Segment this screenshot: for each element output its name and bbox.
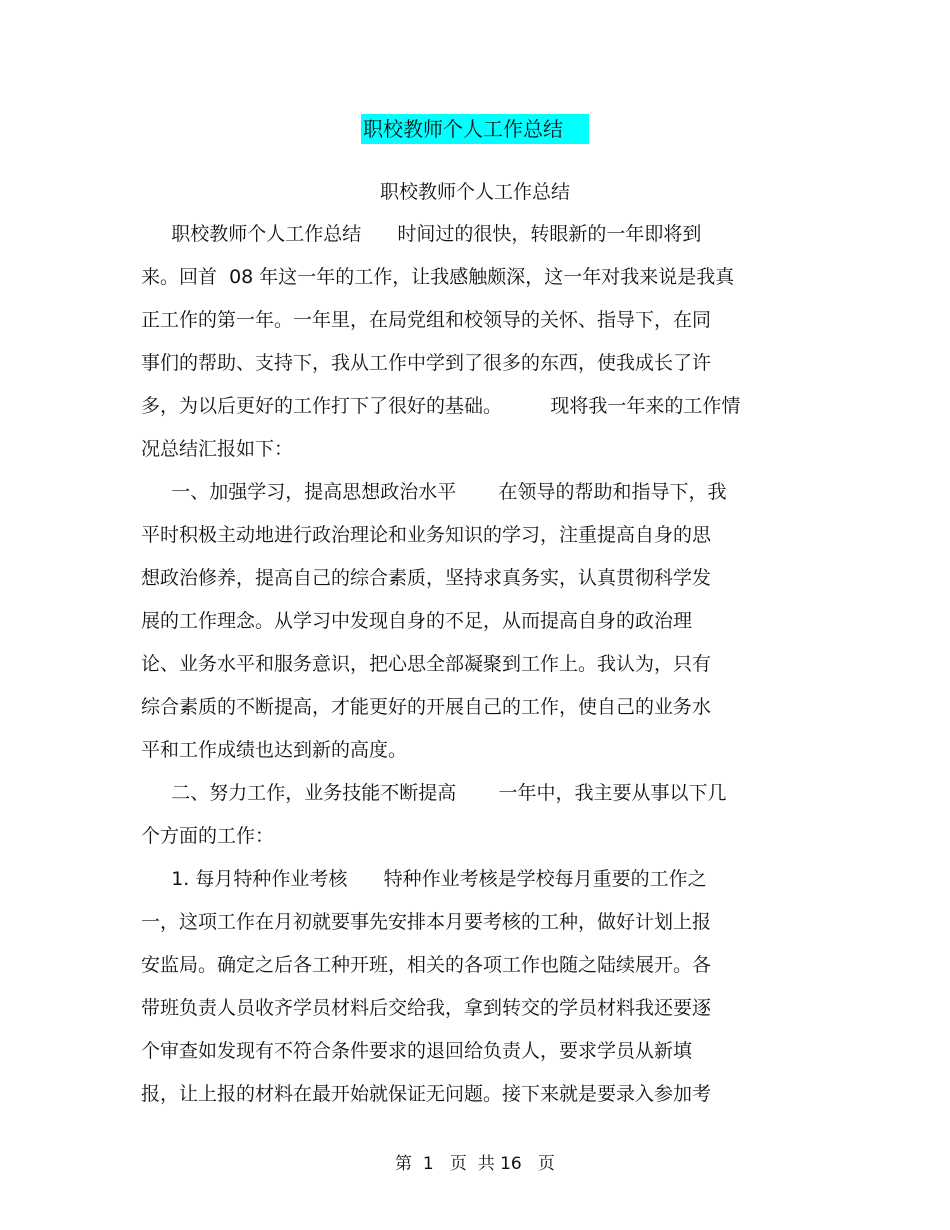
body-line: 来。回首 08 年这一年的工作，让我感触颇深，这一年对我来说是我真 (141, 266, 735, 288)
body-line: 论、业务水平和服务意识，把心思全部凝聚到工作上。我认为，只有 (141, 653, 712, 675)
body-line: 一，这项工作在月初就要事先安排本月要考核的工种，做好计划上报 (141, 911, 712, 933)
body-line: 展的工作理念。从学习中发现自身的不足，从而提高自身的政治理 (141, 610, 693, 632)
document-title: 职校教师个人工作总结 (361, 114, 589, 144)
body-line: 二、努力工作，业务技能不断提高 一年中，我主要从事以下几 (141, 782, 727, 804)
body-line: 事们的帮助、支持下，我从工作中学到了很多的东西，使我成长了许 (141, 352, 712, 374)
body-line: 平时积极主动地进行政治理论和业务知识的学习，注重提高自身的思 (141, 524, 712, 546)
body-line: 平和工作成绩也达到新的高度。 (141, 739, 408, 761)
body-line: 个审查如发现有不符合条件要求的退回给负责人，要求学员从新填 (141, 1040, 693, 1062)
body-line: 报，让上报的材料在最开始就保证无问题。接下来就是要录入参加考 (141, 1083, 712, 1105)
body-line: 带班负责人员收齐学员材料后交给我，拿到转交的学员材料我还要逐 (141, 997, 712, 1019)
page-footer: 第 1 页 共 16 页 (395, 1154, 555, 1174)
body-line: 个方面的工作： (141, 825, 275, 847)
body-line: 况总结汇报如下： (141, 438, 294, 460)
body-line: 1. 每月特种作业考核 特种作业考核是学校每月重要的工作之 (141, 868, 707, 890)
body-line: 想政治修养，提高自己的综合素质，坚持求真务实，认真贯彻科学发 (141, 567, 712, 589)
document-subtitle: 职校教师个人工作总结 (379, 181, 570, 203)
body-line: 职校教师个人工作总结 时间过的很快，转眼新的一年即将到 (141, 223, 702, 245)
body-text (141, 217, 791, 1120)
body-line: 综合素质的不断提高，才能更好的开展自己的工作，使自己的业务水 (141, 696, 712, 718)
body-line: 安监局。确定之后各工种开班，相关的各项工作也随之陆续展开。各 (141, 954, 712, 976)
body-line: 正工作的第一年。一年里，在局党组和校领导的关怀、指导下，在同 (141, 309, 712, 331)
body-line: 多，为以后更好的工作打下了很好的基础。 现将我一年来的工作情 (141, 395, 741, 417)
body-line: 一、加强学习，提高思想政治水平 在领导的帮助和指导下，我 (141, 481, 727, 503)
title-container (0, 114, 950, 144)
